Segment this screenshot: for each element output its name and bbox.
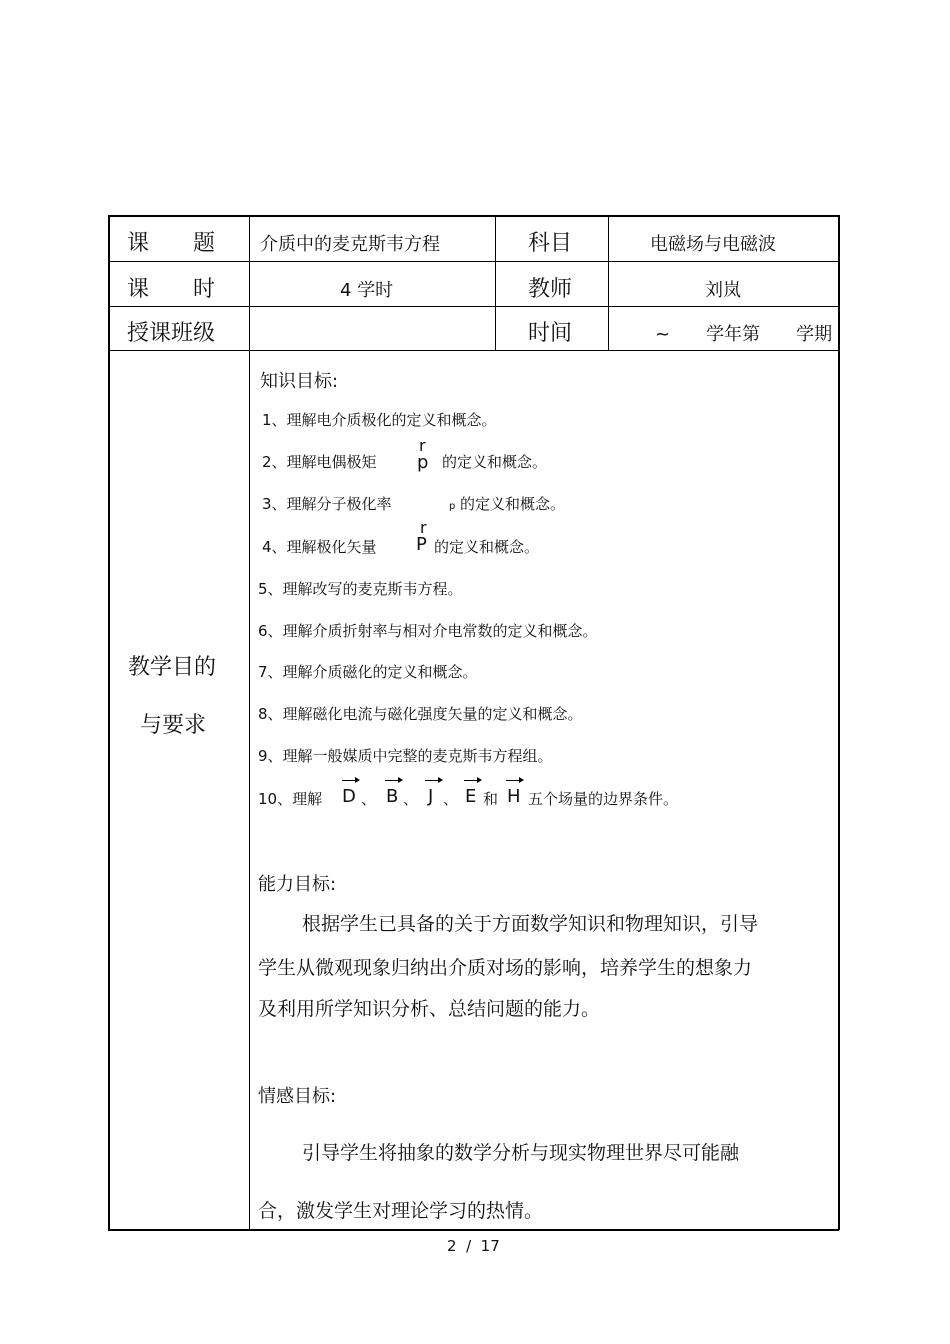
vec-P-r: r	[420, 518, 427, 537]
table-border-bottom	[108, 1229, 839, 1231]
hours-label: 课 时	[127, 277, 216, 302]
table-border-left	[108, 215, 110, 1230]
knowledge-item-7: 7、理解介质磁化的定义和概念。	[258, 663, 478, 681]
vec-B: B	[386, 786, 399, 807]
alpha-sub-p: p	[449, 501, 456, 512]
ability-line-3: 及利用所学知识分析、总结问题的能力。	[258, 998, 601, 1020]
knowledge-item-6: 6、理解介质折射率与相对介电常数的定义和概念。	[258, 622, 598, 640]
ability-line-1: 根据学生已具备的关于方面数学知识和物理知识，引导	[302, 913, 759, 935]
class-label: 授课班级	[127, 321, 216, 346]
page-number: 2 / 17	[447, 1237, 500, 1255]
table-row-divider-3	[108, 350, 839, 351]
emotion-line-1: 引导学生将抽象的数学分析与现实物理世界尽可能融	[302, 1142, 740, 1164]
table-col-divider-2	[495, 215, 496, 351]
table-row-divider-1	[108, 261, 839, 262]
vec-P: P	[416, 534, 427, 555]
sep-3: 、	[443, 790, 459, 808]
subject-value: 电磁场与电磁波	[650, 234, 776, 255]
emotion-title: 情感目标:	[258, 1086, 337, 1107]
ability-line-2: 学生从微观现象归纳出介质对场的影响，培养学生的想象力	[258, 957, 753, 979]
knowledge-item-2-tail: 的定义和概念。	[442, 453, 548, 471]
emotion-line-2: 合，激发学生对理论学习的热情。	[258, 1200, 544, 1222]
vec-D: D	[342, 786, 356, 807]
knowledge-item-3: 3、理解分子极化率	[262, 495, 392, 513]
table-row-divider-2	[108, 306, 839, 307]
table-col-divider-3	[608, 215, 609, 351]
knowledge-item-2: 2、理解电偶极矩	[262, 453, 377, 471]
vec-J: J	[428, 786, 434, 807]
knowledge-item-1: 1、理解电介质极化的定义和概念。	[262, 411, 497, 429]
table-col-divider-1	[249, 215, 250, 1230]
teacher-label: 教师	[528, 277, 573, 302]
vec-arrow-E	[464, 780, 480, 781]
time-label: 时间	[528, 321, 573, 346]
vec-H: H	[507, 786, 521, 807]
and-label: 和	[483, 790, 499, 808]
hours-value: 4 学时	[340, 280, 394, 301]
table-border-right	[838, 215, 840, 1230]
topic-label: 课 题	[127, 231, 216, 256]
vec-arrow-B	[385, 780, 401, 781]
vec-arrow-H	[506, 780, 522, 781]
teacher-value: 刘岚	[705, 280, 741, 301]
knowledge-title: 知识目标:	[260, 371, 339, 392]
knowledge-item-4-tail: 的定义和概念。	[434, 538, 540, 556]
ability-title: 能力目标:	[258, 874, 337, 895]
vec-arrow-J	[425, 780, 441, 781]
knowledge-item-9: 9、理解一般媒质中完整的麦克斯韦方程组。	[258, 747, 553, 765]
sep-2: 、	[403, 790, 419, 808]
time-value: ~ 学年第 学期	[655, 324, 833, 345]
vec-p-r: r	[419, 436, 426, 455]
knowledge-item-5: 5、理解改写的麦克斯韦方程。	[258, 580, 463, 598]
knowledge-item-10-tail: 五个场量的边界条件。	[528, 790, 679, 808]
vec-E: E	[465, 786, 477, 807]
knowledge-item-4: 4、理解极化矢量	[262, 538, 377, 556]
subject-label: 科目	[528, 231, 573, 256]
topic-value: 介质中的麦克斯韦方程	[260, 234, 440, 255]
knowledge-item-3-tail: 的定义和概念。	[460, 495, 566, 513]
objectives-label-line2: 与要求	[140, 713, 207, 738]
table-border-top	[108, 215, 839, 217]
objectives-label-line1: 教学目的	[128, 655, 217, 680]
knowledge-item-10: 10、理解	[258, 790, 323, 808]
vec-p: p	[417, 452, 429, 473]
sep-1: 、	[361, 790, 377, 808]
vec-arrow-D	[342, 780, 358, 781]
knowledge-item-8: 8、理解磁化电流与磁化强度矢量的定义和概念。	[258, 705, 583, 723]
